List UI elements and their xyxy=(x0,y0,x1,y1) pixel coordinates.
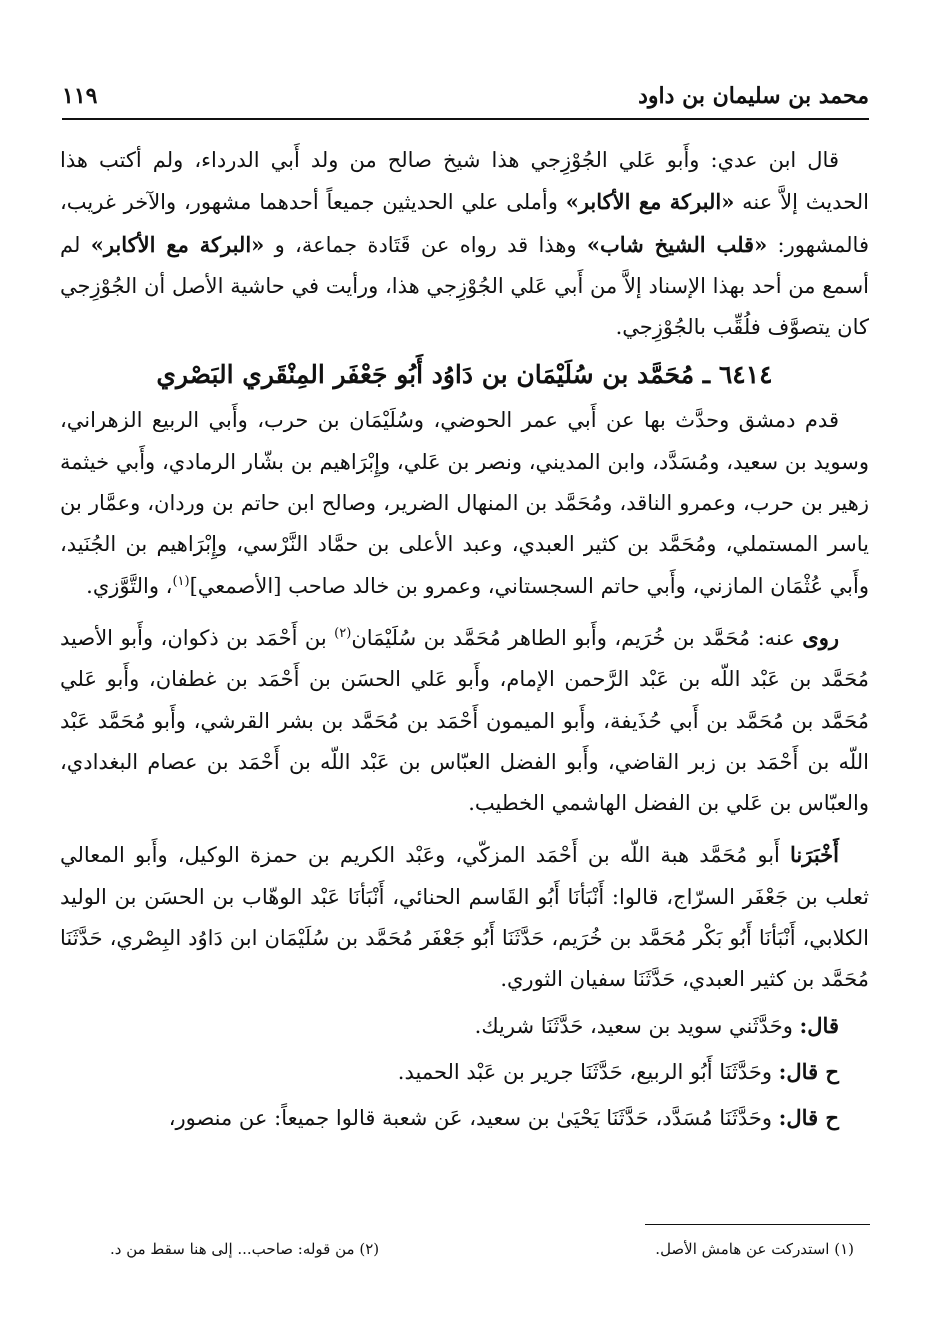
paragraph-teachers xyxy=(60,400,869,606)
footnote-ref[interactable]: (١) xyxy=(172,573,190,589)
hadith-title: «البركة مع الأكابر» xyxy=(90,231,265,257)
text-run: ، والتَّوَّزي. xyxy=(86,573,173,598)
text-run: عنه: مُحَمَّد بن خُرَيم، وأَبو الطاهر مُحَمَّد بن سُلَيْمَان xyxy=(351,625,803,650)
text-run: وهذا قد رواه عن قَتَادة جماعة، و xyxy=(264,232,587,257)
lead-word: ح قال: xyxy=(778,1058,839,1084)
lead-word: قال: xyxy=(799,1012,839,1038)
isnad-line-3 xyxy=(60,1097,869,1139)
page-number: ١١٩ xyxy=(62,83,98,109)
paragraph-narrators xyxy=(60,617,869,824)
text-run: قال ابن عدي: وأَبو عَلي الجُوْزِجي هذا شيخ صالح من ولد أَبي الدرداء، ولم أكتب هذا الحديث إلاَّ عنه xyxy=(60,148,869,215)
text-run: أَبو مُحَمَّد هبة اللّه بن أَحْمَد المزكّي، وعَبْد الكريم بن حمزة الوكيل، وأَبو المعالي ثعلب بن جَعْفَر السرّاج، قالوا: أَنْبَأنَا أَبُو القَاسم الحنائي، أَنْبَأنَا عَبْد الوهّاب بن الحسَن بن الوليد الكلابي، أَنْبَأنَا أَبُو بَكْر مُحَمَّد بن خُرَيم، حَدَّثَنَا أَبُو جَعْفَر مُحَمَّد بن سُلَيْمَان ابن دَاوُد البِصْري، حَدَّثَنَا مُحَمَّد بن كثير العبدي، حَدَّثَنَا سفيان الثوري. xyxy=(60,843,869,992)
lead-word: ح قال: xyxy=(778,1105,839,1131)
running-title: محمد بن سليمان بن داود xyxy=(638,83,869,109)
paragraph-isnad xyxy=(60,834,869,1000)
footnote-2: (٢) من قوله: صاحب... إلى هنا سقط من د. xyxy=(110,1240,380,1258)
text-run: وأملى علي الحديثين جميعاً أحدهما مشهور، والآخر غريب، فالمشهور: xyxy=(60,190,869,257)
hadith-title: «قلب الشيخ شاب» xyxy=(586,231,768,257)
footnote-divider xyxy=(645,1224,870,1225)
text-run: وحَدَّثَني سويد بن سعيد، حَدَّثَنَا شريك. xyxy=(474,1013,800,1038)
lead-word: أَخْبَرَنا xyxy=(790,842,839,868)
entry-heading: ٦٤١٤ ـ مُحَمَّد بن سُلَيْمَان بن دَاوُد أَبُو جَعْفَر المِنْقَري البَصْري xyxy=(156,360,773,390)
paragraph-ibn-adi xyxy=(60,140,869,348)
page-header xyxy=(62,74,869,120)
text-run: لم أسمع من أحد بهذا الإسناد إلاَّ من أَبي عَلي الجُوْزِجي هذا، ورأيت في حاشية الأصل أن الجُوْزِجي كان يتصوَّف فلُقِّب بالجُوْزِجي. xyxy=(60,232,869,340)
text-run: وحَدَّثَنَا أَبُو الربيع، حَدَّثَنَا جرير بن عَبْد الحميد. xyxy=(397,1059,779,1084)
hadith-title: «البركة مع الأكابر» xyxy=(565,189,735,215)
footnote-ref[interactable]: (٢) xyxy=(334,625,352,641)
text-run: وحَدَّثَنَا مُسَدَّد، حَدَّثَنَا يَحْيَىٰ بن سعيد، عَن شعبة قالوا جميعاً: عن منصور، xyxy=(168,1106,779,1131)
text-run: بن أَحْمَد بن ذكوان، وأَبو الأصيد مُحَمَّد بن عَبْد اللّه بن عَبْد الرَّحمن الإمام، وأَبو عَلي الحسَن بن أَحْمَد بن غطفان، وأَبو عَلي مُحَمَّد بن مُحَمَّد بن أَبي حُذَيفة، وأَبو الميمون أَحْمَد بن مُحَمَّد بن بشر القرشي، وأَبو مُحَمَّد عَبْد اللّه بن أَحْمَد بن زبر القاضي، وأَبو الفضل العبّاس بن عَبْد اللّه بن أَحْمَد بن عصام البغدادي، والعبّاس بن عَلي بن الفضل الهاشمي الخطيب. xyxy=(60,625,869,816)
lead-word: روى xyxy=(802,624,839,650)
footnotes xyxy=(110,1240,854,1258)
text-run: قدم دمشق وحدَّث بها عن أَبي عمر الحوضي، وسُلَيْمَان بن حرب، وأَبي الربيع الزهراني، وسويد بن سعيد، ومُسَدَّد، وابن المديني، ونصر بن عَلي، وإِبْرَاهيم بن بشّار الرمادي، وأَبي خيثمة زهير بن حرب، وعمرو الناقد، ومُحَمَّد بن المنهال الضرير، وصالح ابن حاتم بن وردان، وعمَّار بن ياسر المستملي، ومُحَمَّد بن كثير العبدي، وعبد الأعلى بن حمَّاد النَّرْسي، وإِبْرَاهيم بن الجُنَيد، وأَبي عُثْمَان المازني، وأَبي حاتم السجستاني، وعمرو بن خالد صاحب [الأصمعي] xyxy=(60,408,869,598)
main-text xyxy=(60,140,869,1140)
isnad-line-2 xyxy=(60,1051,869,1093)
isnad-line-1 xyxy=(60,1005,869,1047)
footnote-1: (١) استدركت عن هامش الأصل. xyxy=(655,1240,854,1258)
